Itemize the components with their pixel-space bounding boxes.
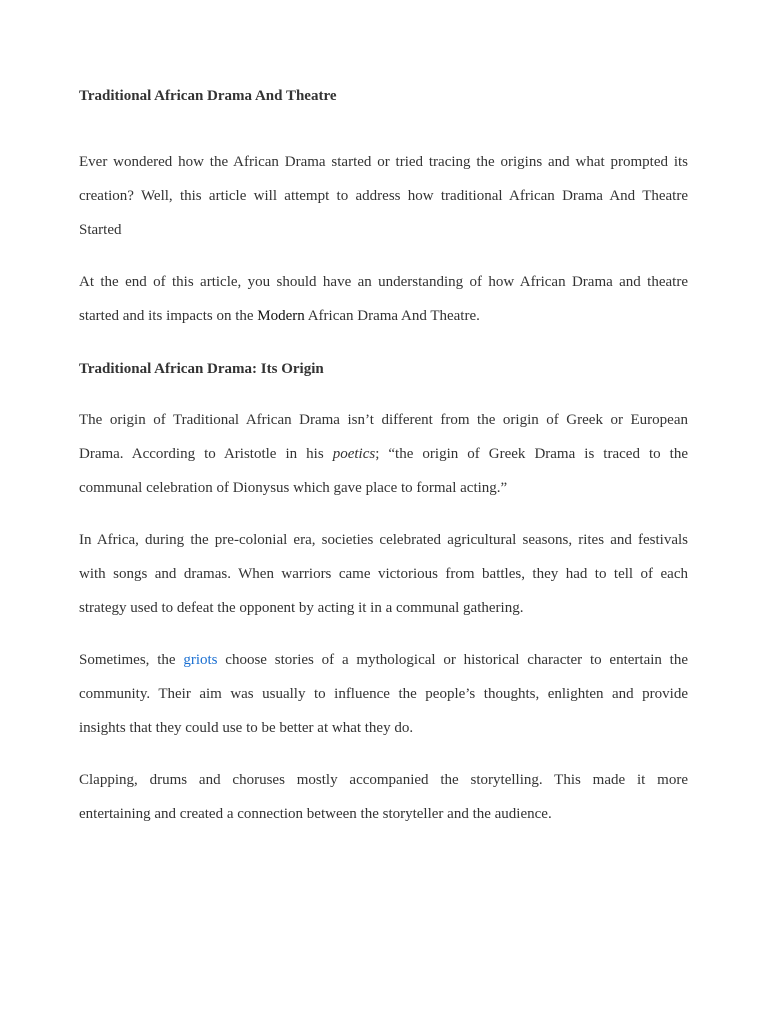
griots-paragraph [79, 643, 688, 745]
griots-line-1-end: choose stories of a mythological or historical character to entertain the [217, 652, 689, 668]
griots-line-1 [79, 643, 688, 677]
intro-paragraph [79, 145, 688, 247]
griots-line-1-start: Sometimes, the [79, 652, 184, 668]
origin-line-3: communal celebration of Dionysus which gave place to formal acting.” [79, 480, 508, 496]
africa-line-1: In Africa, during the pre-colonial era, societies celebrated agricultural seasons, rites and festivals [79, 532, 688, 548]
aim-line-2-start: started and its impacts on the [79, 308, 258, 324]
aim-paragraph [79, 265, 688, 333]
africa-line-3: strategy used to defeat the opponent by acting it in a communal gathering. [79, 600, 524, 616]
origin-line-2-start: Drama. According to Aristotle in his [79, 446, 333, 462]
griots-link[interactable]: griots [183, 652, 218, 668]
section-heading: Traditional African Drama: Its Origin [79, 361, 324, 377]
africa-paragraph [79, 523, 688, 625]
clapping-paragraph [79, 763, 688, 831]
origin-line-1: The origin of Traditional African Drama isn’t different from the origin of Greek or European [79, 412, 688, 428]
origin-line-2-end: ; “the origin of Greek Drama is traced to the [375, 446, 688, 462]
griots-line-3: insights that they could use to be better at what they do. [79, 720, 414, 736]
clapping-line-1: Clapping, drums and choruses mostly accompanied the storytelling. This made it more [79, 772, 688, 788]
africa-line-2: with songs and dramas. When warriors came victorious from battles, they had to tell of each [79, 566, 688, 582]
aim-line-1: At the end of this article, you should have an understanding of how African Drama and theatre [79, 274, 688, 290]
origin-paragraph [79, 403, 688, 505]
aim-line-2 [79, 299, 688, 333]
modern-word: Modern [257, 308, 305, 324]
clapping-line-2: entertaining and created a connection between the storyteller and the audience. [79, 806, 552, 822]
intro-line-2: creation? Well, this article will attempt to address how traditional African Drama And Theatre [79, 188, 688, 204]
intro-line-1: Ever wondered how the African Drama started or tried tracing the origins and what prompted its [79, 154, 688, 170]
intro-line-3: Started [79, 222, 122, 238]
griots-line-2: community. Their aim was usually to influence the people’s thoughts, enlighten and provide [79, 686, 688, 702]
origin-line-2 [79, 437, 688, 471]
aim-line-2-end: African Drama And Theatre. [304, 308, 480, 324]
article-title: Traditional African Drama And Theatre [79, 88, 337, 104]
poetics-word: poetics [332, 446, 376, 462]
